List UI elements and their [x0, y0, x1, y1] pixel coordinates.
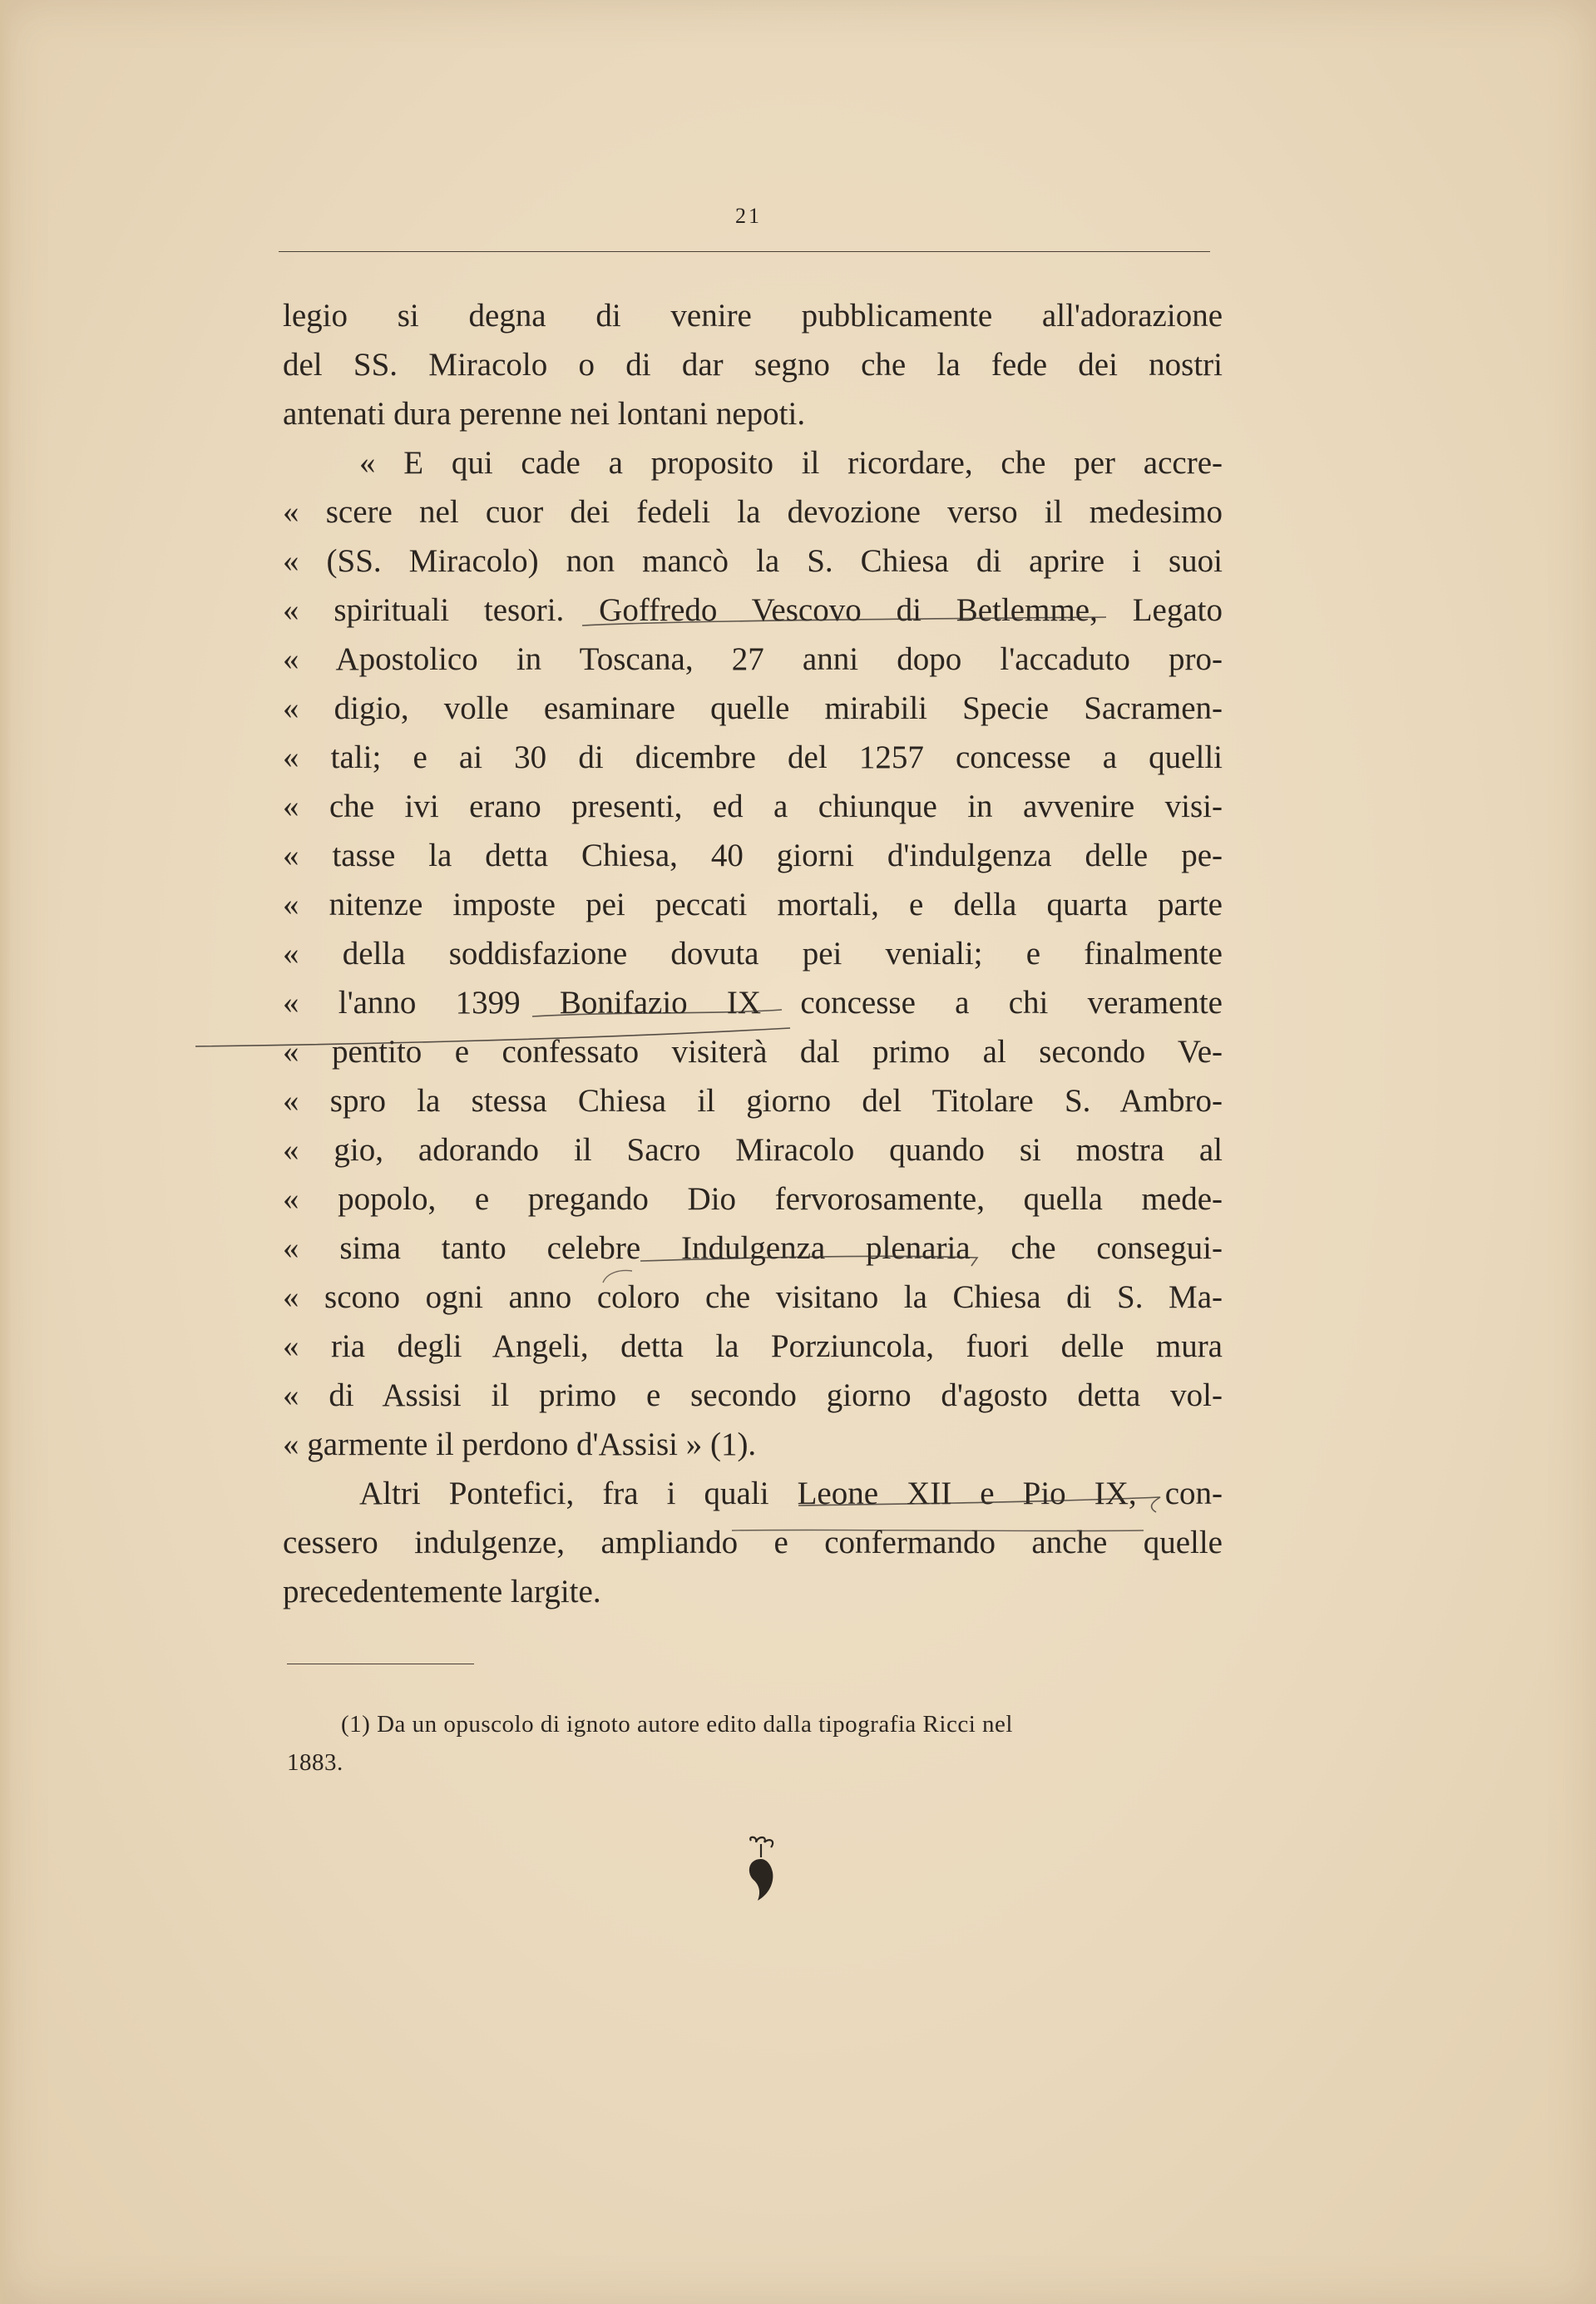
text-line: del SS. Miracolo o di dar segno che la fede dei nostri [283, 347, 1223, 383]
footnote-line: (1) Da un opuscolo di ignoto autore edito dalla tipografia Ricci nel [341, 1711, 1013, 1738]
text-line: Altri Pontefici, fra i quali Leone XII e Pio IX, con- [359, 1476, 1223, 1511]
text-line: « E qui cade a proposito il ricordare, che per accre- [359, 445, 1223, 481]
text-line: « Apostolico in Toscana, 27 anni dopo l'accaduto pro- [283, 641, 1223, 677]
text-line: « che ivi erano presenti, ed a chiunque in avvenire visi- [283, 789, 1223, 824]
text-line: « pentito e confessato visiterà dal primo al secondo Ve- [283, 1034, 1223, 1070]
text-line: « gio, adorando il Sacro Miracolo quando si mostra al [283, 1132, 1223, 1168]
text-line: « della soddisfazione dovuta pei veniali; e finalmente [283, 936, 1223, 972]
text-line: « sima tanto celebre Indulgenza plenaria che consegui- [283, 1230, 1223, 1266]
text-line: « scono ogni anno coloro che visitano la Chiesa di S. Ma- [283, 1279, 1223, 1315]
text-line: « nitenze imposte pei peccati mortali, e della quarta parte [283, 887, 1223, 922]
footnote [287, 1705, 1223, 1782]
text-line: « di Assisi il primo e secondo giorno d'agosto detta vol- [283, 1377, 1223, 1413]
text-line: « tali; e ai 30 di dicembre del 1257 concesse a quelli [283, 739, 1223, 775]
fleuron-icon [736, 1834, 786, 1909]
text-line: « spirituali tesori. Goffredo Vescovo di Betlemme, Legato [283, 592, 1223, 628]
body-text [283, 291, 1223, 1616]
text-line: « garmente il perdono d'Assisi » (1). [283, 1426, 757, 1462]
text-line: « digio, volle esaminare quelle mirabili Specie Sacramen- [283, 690, 1223, 726]
text-line: « popolo, e pregando Dio fervorosamente, quella mede- [283, 1181, 1223, 1217]
page-number: 21 [735, 204, 762, 228]
text-line: « tasse la detta Chiesa, 40 giorni d'indulgenza delle pe- [283, 838, 1223, 873]
text-line: « scere nel cuor dei fedeli la devozione verso il medesimo [283, 494, 1223, 530]
footnote-line: 1883. [287, 1749, 343, 1776]
text-line: « spro la stessa Chiesa il giorno del Titolare S. Ambro- [283, 1083, 1223, 1119]
text-line: legio si degna di venire pubblicamente all'adorazione [283, 298, 1223, 334]
header-rule [279, 251, 1210, 252]
text-line: « (SS. Miracolo) non mancò la S. Chiesa di aprire i suoi [283, 543, 1223, 579]
text-line: « l'anno 1399 Bonifazio IX concesse a chi veramente [283, 985, 1223, 1021]
text-line: antenati dura perenne nei lontani nepoti. [283, 396, 806, 432]
page-edge [0, 0, 12, 2304]
text-line: « ria degli Angeli, detta la Porziuncola, fuori delle mura [283, 1328, 1223, 1364]
text-line: cessero indulgenze, ampliando e confermando anche quelle [283, 1525, 1223, 1560]
text-line: precedentemente largite. [283, 1574, 601, 1609]
